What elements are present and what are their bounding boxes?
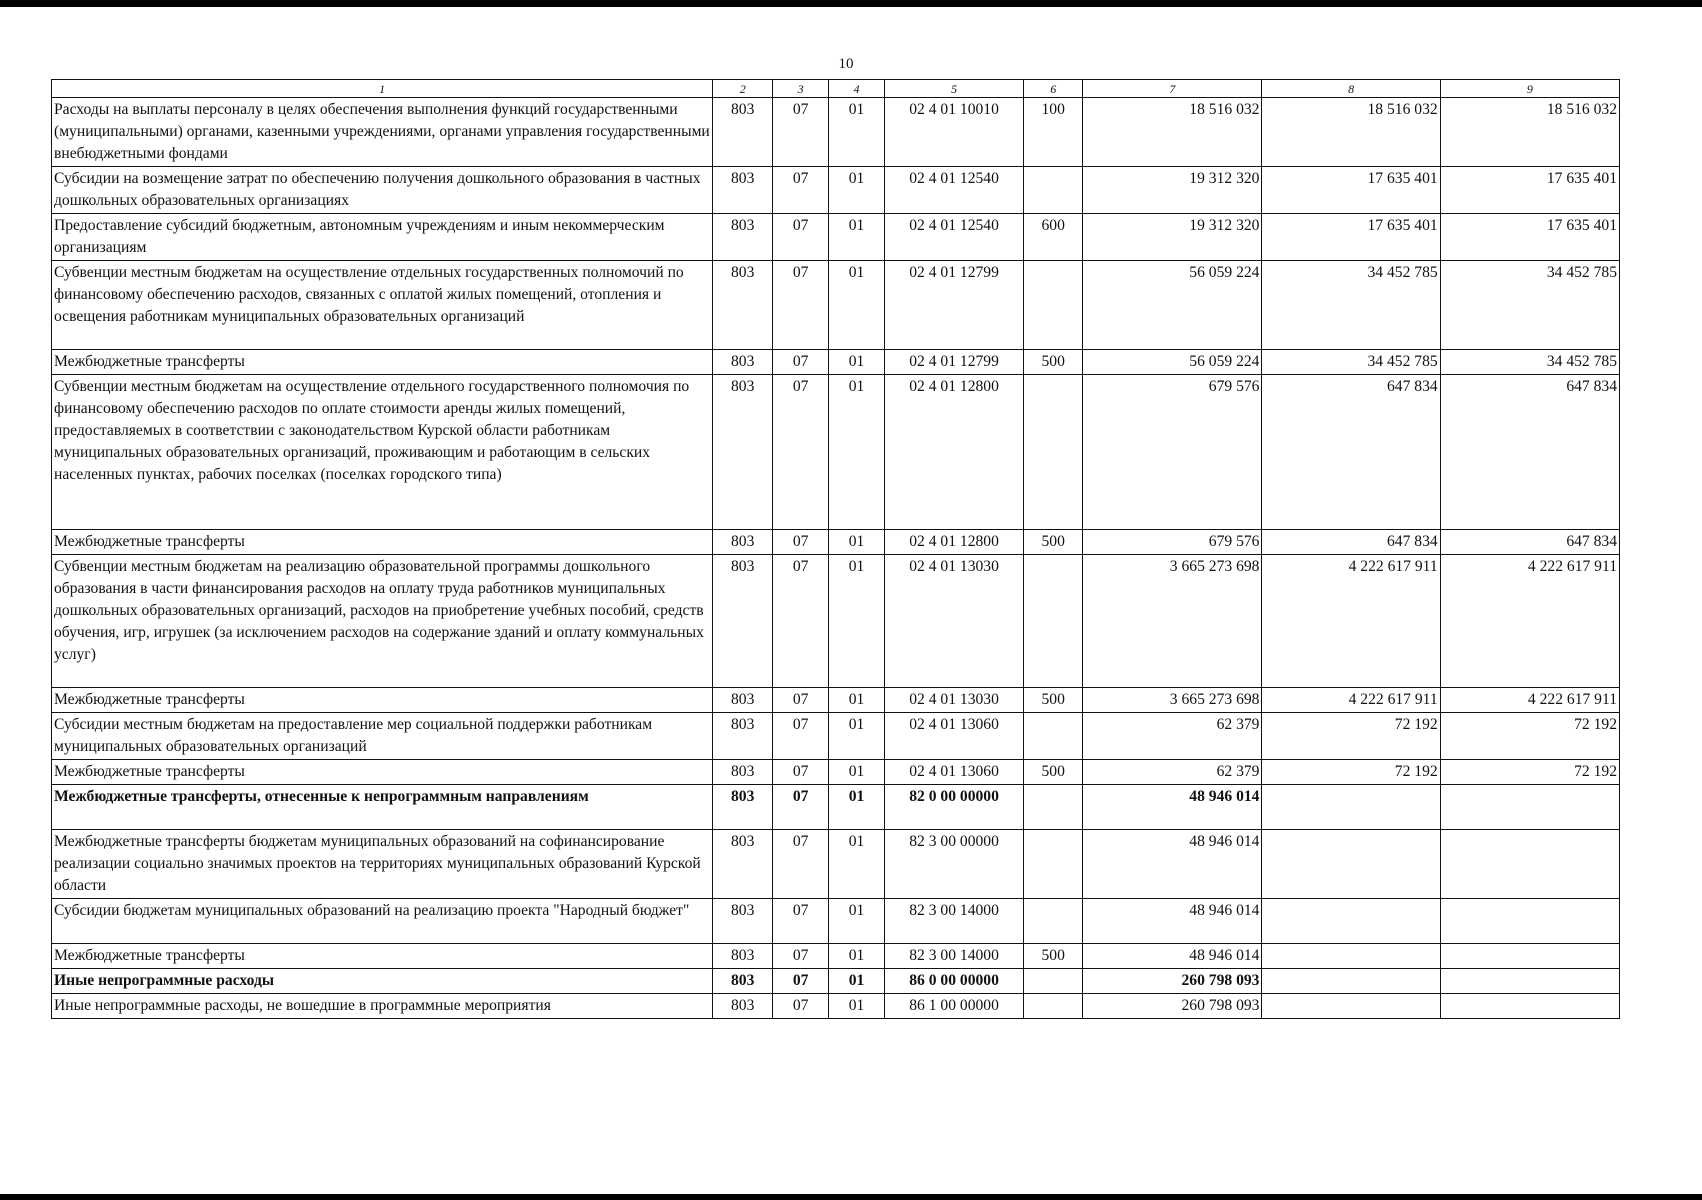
cell-pr: 01 [829, 261, 885, 350]
cell-rz: 07 [773, 944, 829, 969]
cell-name: Межбюджетные трансферты бюджетам муниципальных образований на софинансирование реализации социально значимых проектов на территориях муниципальных образований Курской области [52, 830, 713, 899]
cell-name: Иные непрограммные расходы, не вошедшие в программные мероприятия [52, 994, 713, 1019]
cell-sum-1: 56 059 224 [1083, 261, 1262, 350]
cell-name: Межбюджетные трансферты [52, 530, 713, 555]
cell-sum-3: 647 834 [1440, 530, 1619, 555]
cell-ved: 803 [713, 969, 773, 994]
cell-sum-2: 34 452 785 [1262, 350, 1440, 375]
cell-name: Расходы на выплаты персоналу в целях обеспечения выполнения функций государственными (муниципальными) органами, казенными учреждениями, органами управления государственными внебюджетными фондами [52, 98, 713, 167]
cell-sum-3: 72 192 [1440, 713, 1619, 760]
cell-rz: 07 [773, 261, 829, 350]
cell-sum-1: 19 312 320 [1083, 167, 1262, 214]
cell-pr: 01 [829, 944, 885, 969]
cell-csr: 82 3 00 14000 [884, 899, 1023, 944]
cell-sum-2: 647 834 [1262, 530, 1440, 555]
cell-rz: 07 [773, 167, 829, 214]
cell-vr [1024, 899, 1083, 944]
cell-rz: 07 [773, 688, 829, 713]
cell-sum-1: 56 059 224 [1083, 350, 1262, 375]
cell-sum-1: 260 798 093 [1083, 994, 1262, 1019]
cell-rz: 07 [773, 994, 829, 1019]
cell-sum-1: 18 516 032 [1083, 98, 1262, 167]
cell-sum-2: 647 834 [1262, 375, 1440, 530]
cell-pr: 01 [829, 167, 885, 214]
cell-sum-2: 17 635 401 [1262, 214, 1440, 261]
cell-vr: 500 [1024, 350, 1083, 375]
header-cell: 1 [52, 80, 713, 98]
cell-ved: 803 [713, 167, 773, 214]
header-cell: 8 [1262, 80, 1440, 98]
cell-csr: 02 4 01 13030 [884, 688, 1023, 713]
budget-table [51, 79, 1620, 1019]
cell-ved: 803 [713, 555, 773, 688]
cell-sum-1: 3 665 273 698 [1083, 688, 1262, 713]
cell-vr [1024, 167, 1083, 214]
cell-csr: 02 4 01 13060 [884, 713, 1023, 760]
cell-name: Предоставление субсидий бюджетным, автономным учреждениям и иным некоммерческим организациям [52, 214, 713, 261]
column-number-row [52, 80, 1620, 98]
cell-csr: 82 0 00 00000 [884, 785, 1023, 830]
cell-sum-3: 34 452 785 [1440, 261, 1619, 350]
cell-rz: 07 [773, 375, 829, 530]
cell-sum-2: 4 222 617 911 [1262, 555, 1440, 688]
cell-csr: 02 4 01 12540 [884, 167, 1023, 214]
cell-ved: 803 [713, 530, 773, 555]
cell-name: Межбюджетные трансферты [52, 944, 713, 969]
cell-csr: 02 4 01 12799 [884, 350, 1023, 375]
cell-sum-3 [1440, 899, 1619, 944]
cell-vr [1024, 261, 1083, 350]
cell-sum-1: 48 946 014 [1083, 899, 1262, 944]
cell-sum-2: 72 192 [1262, 713, 1440, 760]
cell-sum-2 [1262, 969, 1440, 994]
cell-rz: 07 [773, 830, 829, 899]
cell-sum-2 [1262, 830, 1440, 899]
cell-rz: 07 [773, 713, 829, 760]
cell-csr: 86 0 00 00000 [884, 969, 1023, 994]
cell-csr: 02 4 01 12800 [884, 530, 1023, 555]
cell-ved: 803 [713, 944, 773, 969]
cell-vr [1024, 785, 1083, 830]
cell-pr: 01 [829, 830, 885, 899]
cell-rz: 07 [773, 969, 829, 994]
cell-vr: 500 [1024, 688, 1083, 713]
cell-vr [1024, 994, 1083, 1019]
cell-ved: 803 [713, 214, 773, 261]
cell-rz: 07 [773, 899, 829, 944]
header-cell: 6 [1024, 80, 1083, 98]
cell-sum-1: 679 576 [1083, 375, 1262, 530]
cell-rz: 07 [773, 98, 829, 167]
cell-pr: 01 [829, 98, 885, 167]
cell-sum-2 [1262, 785, 1440, 830]
cell-csr: 82 3 00 00000 [884, 830, 1023, 899]
cell-vr: 500 [1024, 944, 1083, 969]
header-cell: 2 [713, 80, 773, 98]
page-number: 10 [838, 56, 854, 72]
cell-ved: 803 [713, 713, 773, 760]
table-row [52, 785, 1620, 830]
table-row [52, 98, 1620, 167]
cell-vr [1024, 555, 1083, 688]
cell-sum-3 [1440, 785, 1619, 830]
cell-ved: 803 [713, 899, 773, 944]
cell-name: Субсидии на возмещение затрат по обеспечению получения дошкольного образования в частных дошкольных образовательных организациях [52, 167, 713, 214]
cell-sum-2: 72 192 [1262, 760, 1440, 785]
cell-ved: 803 [713, 760, 773, 785]
cell-sum-1: 260 798 093 [1083, 969, 1262, 994]
header-cell: 4 [829, 80, 885, 98]
table-row [52, 350, 1620, 375]
table-row [52, 214, 1620, 261]
cell-csr: 02 4 01 12800 [884, 375, 1023, 530]
cell-name: Субсидии местным бюджетам на предоставление мер социальной поддержки работникам муниципальных образовательных организаций [52, 713, 713, 760]
cell-sum-3: 17 635 401 [1440, 167, 1619, 214]
cell-sum-3 [1440, 994, 1619, 1019]
cell-name: Субвенции местным бюджетам на реализацию образовательной программы дошкольного образования в части финансирования расходов на оплату труда работников муниципальных дошкольных образовательных организаций, расходов на приобретение учебных пособий, средств обучения, игр, игрушек (за исключением расходов на содержание зданий и оплату коммунальных услуг) [52, 555, 713, 688]
header-cell: 5 [884, 80, 1023, 98]
cell-rz: 07 [773, 555, 829, 688]
cell-pr: 01 [829, 214, 885, 261]
cell-sum-3: 17 635 401 [1440, 214, 1619, 261]
cell-name: Субвенции местным бюджетам на осуществление отдельных государственных полномочий по финансовому обеспечению расходов, связанных с оплатой жилых помещений, отопления и освещения работникам муниципальных образовательных организаций [52, 261, 713, 350]
cell-sum-1: 48 946 014 [1083, 785, 1262, 830]
cell-vr: 500 [1024, 760, 1083, 785]
cell-name: Иные непрограммные расходы [52, 969, 713, 994]
table-row [52, 167, 1620, 214]
cell-csr: 02 4 01 13060 [884, 760, 1023, 785]
header-cell: 3 [773, 80, 829, 98]
cell-ved: 803 [713, 830, 773, 899]
cell-sum-1: 679 576 [1083, 530, 1262, 555]
cell-pr: 01 [829, 375, 885, 530]
cell-pr: 01 [829, 713, 885, 760]
cell-rz: 07 [773, 530, 829, 555]
cell-ved: 803 [713, 375, 773, 530]
cell-sum-3: 18 516 032 [1440, 98, 1619, 167]
cell-csr: 86 1 00 00000 [884, 994, 1023, 1019]
cell-name: Межбюджетные трансферты, отнесенные к непрограммным направлениям [52, 785, 713, 830]
cell-sum-3: 4 222 617 911 [1440, 555, 1619, 688]
table-row [52, 375, 1620, 530]
cell-vr [1024, 969, 1083, 994]
cell-ved: 803 [713, 261, 773, 350]
cell-sum-2: 17 635 401 [1262, 167, 1440, 214]
header-cell: 9 [1440, 80, 1619, 98]
cell-ved: 803 [713, 350, 773, 375]
cell-name: Межбюджетные трансферты [52, 688, 713, 713]
cell-csr: 02 4 01 12540 [884, 214, 1023, 261]
table-row [52, 899, 1620, 944]
cell-sum-2: 18 516 032 [1262, 98, 1440, 167]
table-row [52, 530, 1620, 555]
table-row [52, 944, 1620, 969]
cell-sum-3 [1440, 830, 1619, 899]
cell-pr: 01 [829, 994, 885, 1019]
cell-vr: 100 [1024, 98, 1083, 167]
cell-vr: 600 [1024, 214, 1083, 261]
cell-sum-1: 48 946 014 [1083, 944, 1262, 969]
cell-sum-1: 62 379 [1083, 713, 1262, 760]
cell-vr [1024, 713, 1083, 760]
cell-sum-3: 72 192 [1440, 760, 1619, 785]
cell-name: Межбюджетные трансферты [52, 350, 713, 375]
cell-rz: 07 [773, 350, 829, 375]
cell-sum-1: 48 946 014 [1083, 830, 1262, 899]
cell-sum-3: 34 452 785 [1440, 350, 1619, 375]
table-row [52, 688, 1620, 713]
cell-sum-1: 19 312 320 [1083, 214, 1262, 261]
scan-top-border [0, 0, 1702, 7]
cell-rz: 07 [773, 214, 829, 261]
cell-pr: 01 [829, 688, 885, 713]
table-body [52, 98, 1620, 1019]
table-row [52, 830, 1620, 899]
scan-bottom-border [0, 1194, 1702, 1200]
header-cell: 7 [1083, 80, 1262, 98]
cell-pr: 01 [829, 350, 885, 375]
cell-sum-2 [1262, 994, 1440, 1019]
cell-sum-3: 647 834 [1440, 375, 1619, 530]
cell-pr: 01 [829, 969, 885, 994]
table-row [52, 969, 1620, 994]
cell-csr: 02 4 01 10010 [884, 98, 1023, 167]
cell-sum-3 [1440, 944, 1619, 969]
cell-sum-2: 4 222 617 911 [1262, 688, 1440, 713]
cell-name: Межбюджетные трансферты [52, 760, 713, 785]
cell-pr: 01 [829, 785, 885, 830]
table-row [52, 261, 1620, 350]
cell-rz: 07 [773, 785, 829, 830]
table-row [52, 760, 1620, 785]
cell-vr [1024, 830, 1083, 899]
cell-pr: 01 [829, 530, 885, 555]
cell-pr: 01 [829, 760, 885, 785]
cell-csr: 02 4 01 12799 [884, 261, 1023, 350]
table-row [52, 994, 1620, 1019]
cell-sum-1: 3 665 273 698 [1083, 555, 1262, 688]
cell-vr: 500 [1024, 530, 1083, 555]
table-row [52, 555, 1620, 688]
cell-sum-2 [1262, 944, 1440, 969]
cell-ved: 803 [713, 994, 773, 1019]
cell-sum-1: 62 379 [1083, 760, 1262, 785]
cell-ved: 803 [713, 98, 773, 167]
cell-rz: 07 [773, 760, 829, 785]
cell-pr: 01 [829, 899, 885, 944]
cell-csr: 02 4 01 13030 [884, 555, 1023, 688]
cell-ved: 803 [713, 688, 773, 713]
cell-csr: 82 3 00 14000 [884, 944, 1023, 969]
cell-sum-2: 34 452 785 [1262, 261, 1440, 350]
cell-sum-3: 4 222 617 911 [1440, 688, 1619, 713]
cell-sum-3 [1440, 969, 1619, 994]
cell-vr [1024, 375, 1083, 530]
cell-pr: 01 [829, 555, 885, 688]
cell-sum-2 [1262, 899, 1440, 944]
cell-ved: 803 [713, 785, 773, 830]
cell-name: Субвенции местным бюджетам на осуществление отдельного государственного полномочия по финансовому обеспечению расходов по оплате стоимости аренды жилых помещений, предоставляемых в соответствии с законодательством Курской области работникам муниципальных образовательных организаций, проживающим и работающим в сельских населенных пунктах, рабочих поселках (поселках городского типа) [52, 375, 713, 530]
table-row [52, 713, 1620, 760]
cell-name: Субсидии бюджетам муниципальных образований на реализацию проекта "Народный бюджет" [52, 899, 713, 944]
